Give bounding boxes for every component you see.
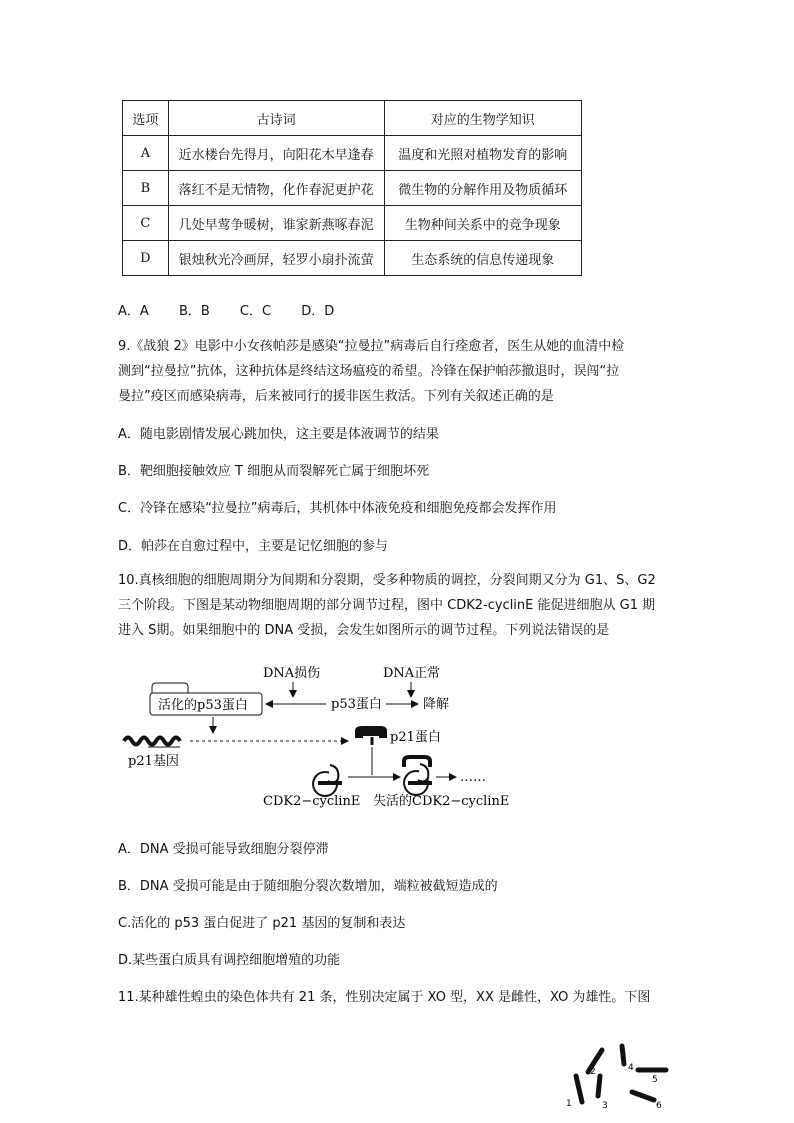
chromosome-6 [632,1092,654,1100]
header-option: 选项 [123,101,169,136]
phosphate-tab [152,683,188,693]
header-bio: 对应的生物学知识 [384,101,582,136]
cdk2-complex-icon [313,765,342,796]
q11-stem: 11.某种雄性蝗虫的染色体共有 21 条，性别决定属于 XO 型，XX 是雌性，XO 为雄性。下图 [118,990,651,1005]
q10-option-a: A．DNA 受损可能导致细胞分裂停滞 [118,842,329,857]
ellipsis-label: …… [460,770,486,785]
row-bio: 生态系统的信息传递现象 [384,241,582,276]
p53-label: p53蛋白 [331,697,382,712]
chromosome-4 [622,1046,624,1064]
p21-protein-icon [356,727,386,737]
chromosome-label: 1 [566,1099,572,1109]
chromosome-label: 2 [590,1067,596,1077]
q9-option-d: D．帕莎在自愈过程中，主要是记忆细胞的参与 [118,539,389,554]
q9-stem [118,334,678,409]
q8-option-b: B．B [178,304,210,319]
q8-answer-options [118,300,360,319]
row-option: B [123,171,169,206]
p21-gene-icon [124,738,180,745]
row-bio: 微生物的分解作用及物质循环 [384,171,582,206]
dna-damage-label: DNA损伤 [263,666,321,681]
table-row [123,241,582,276]
table-header-row [123,101,582,136]
dna-normal-label: DNA正常 [383,666,441,681]
p21-protein-label: p21蛋白 [390,730,441,745]
active-p53-label: 活化的p53蛋白 [158,698,248,713]
q10-stem-line: 10.真核细胞的细胞周期分为间期和分裂期，受多种物质的调控，分裂间期又分为 G1、S、G2 [118,573,656,588]
chromosome-label: 6 [656,1101,662,1111]
row-option: A [123,136,169,171]
q10-option-d: D.某些蛋白质具有调控细胞增殖的功能 [118,953,341,968]
q10-stem-line: 进入 S期。如果细胞中的 DNA 受损，会发生如图所示的调节过程。下列说法错误的是 [118,623,610,638]
chromosome-figure [562,1040,682,1120]
chromosome-label: 5 [652,1075,658,1085]
inactive-cdk2-complex-icon [404,757,432,795]
row-bio: 生物种间关系中的竞争现象 [384,206,582,241]
cdk2-label: CDK2−cyclinE [263,794,361,809]
chromosome-label: 3 [602,1101,608,1111]
row-option: C [123,206,169,241]
row-bio: 温度和光照对植物发育的影响 [384,136,582,171]
row-option: D [123,241,169,276]
inactive-cdk2-label: 失活的CDK2−cyclinE [373,794,510,809]
q8-option-c: C．C [239,304,272,319]
q9-stem-line: 9.《战狼 2》电影中小女孩帕莎是感染“拉曼拉”病毒后自行痊愈者，医生从她的血清中检 [118,339,625,354]
table-row [123,136,582,171]
degrade-label: 降解 [423,697,450,712]
q8-option-a: A．A [118,304,149,319]
chromosome-3 [598,1076,600,1096]
row-poem: 近水楼台先得月，向阳花木早逢春 [168,136,384,171]
chromosome-1 [576,1076,582,1102]
q8-option-d: D．D [301,304,335,319]
q8-table [122,100,582,276]
p21-gene-label: p21基因 [128,754,179,769]
q9-stem-line: 测到“拉曼拉”抗体，这种抗体是终结这场瘟疫的希望。冷锋在保护帕莎撤退时，误闯“拉 [118,364,620,379]
q10-option-c: C.活化的 p53 蛋白促进了 p21 基因的复制和表达 [118,916,406,931]
table-row [123,206,582,241]
q10-stem [118,568,678,643]
q9-stem-line: 曼拉”疫区而感染病毒，后来被同行的援非医生救活。下列有关叙述正确的是 [118,389,554,404]
row-poem: 几处早莺争暖树，谁家新燕啄春泥 [168,206,384,241]
q9-option-b: B．靶细胞接触效应 T 细胞从而裂解死亡属于细胞坏死 [118,464,430,479]
q9-option-c: C．冷锋在感染“拉曼拉”病毒后，其机体中体液免疫和细胞免疫都会发挥作用 [118,501,557,516]
table-row [123,171,582,206]
header-poem: 古诗词 [168,101,384,136]
q10-stem-line: 三个阶段。下图是某动物细胞周期的部分调节过程，图中 CDK2-cyclinE 能促进细胞从 G1 期 [118,598,656,613]
row-poem: 落红不是无情物，化作春泥更护花 [168,171,384,206]
q10-option-b: B．DNA 受损可能是由于随细胞分裂次数增加，端粒被截短造成的 [118,879,498,894]
p53-p21-regulation-diagram [118,655,538,815]
row-poem: 银烛秋光冷画屏，轻罗小扇扑流萤 [168,241,384,276]
q9-option-a: A．随电影剧情发展心跳加快，这主要是体液调节的结果 [118,427,439,442]
chromosome-label: 4 [628,1063,634,1073]
